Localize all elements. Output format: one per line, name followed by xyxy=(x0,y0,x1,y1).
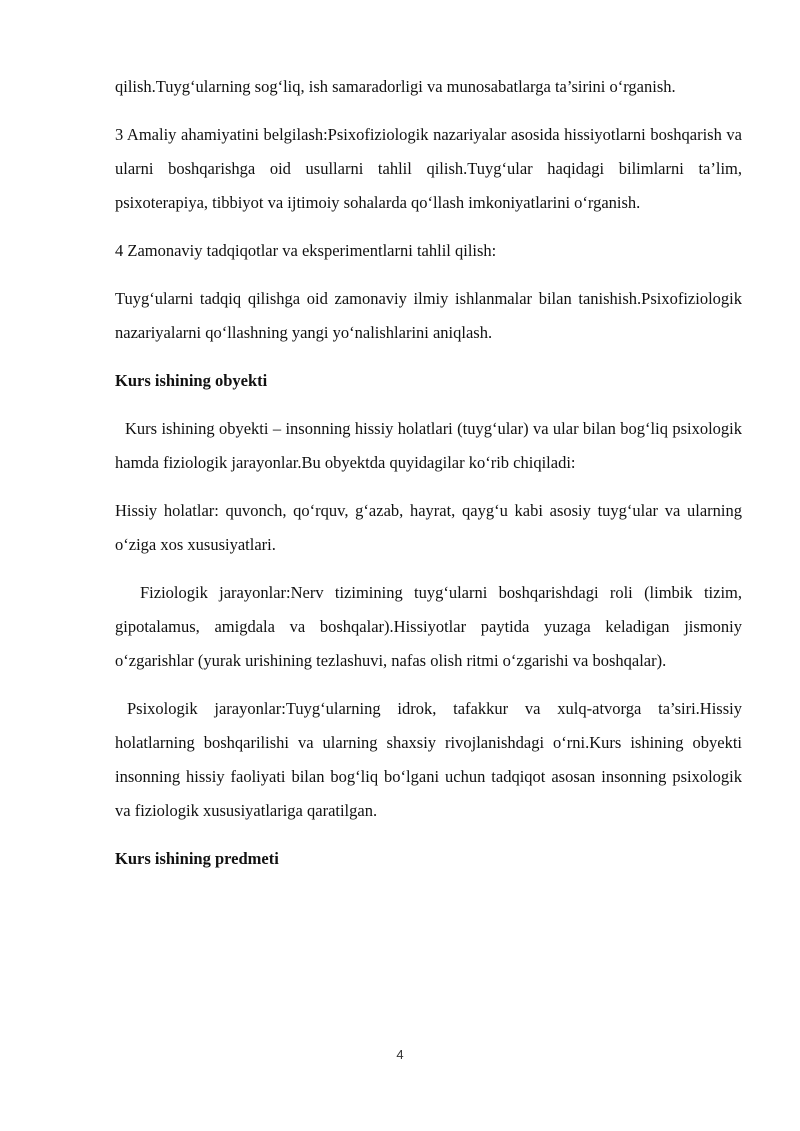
paragraph-psychological-processes: Psixologik jarayonlar:Tuyg‘ularning idrok, tafakkur va xulq-atvorga ta’siri.Hissiy holatlarning boshqarilishi va ularning shaxsiy rivojlanishdagi o‘rni.Kurs ishining obyekti insonning hissiy faoliyati bilan bog‘liq bo‘lgani uchun tadqiqot asosan insonning psixologik va fiziologik xususiyatlariga qaratilgan. xyxy=(115,699,742,820)
paragraph-modern-research: Tuyg‘ularni tadqiq qilishga oid zamonaviy ilmiy ishlanmalar bilan tanishish.Psixofiziologik nazariyalarni qo‘llashning yangi yo‘nalishlarini aniqlash. xyxy=(115,289,742,342)
paragraph-modern-research-title: 4 Zamonaviy tadqiqotlar va eksperimentlarni tahlil qilish: xyxy=(115,241,497,260)
page-content xyxy=(115,70,742,890)
paragraph-physiological-processes: Fiziologik jarayonlar:Nerv tizimining tuyg‘ularni boshqarishdagi roli (limbik tizim, gipotalamus, amigdala va boshqalar).Hissiyotlar paytida yuzaga keladigan jismoniy o‘zgarishlar (yurak urishining tezlashuvi, nafas olish ritmi o‘zgarishi va boshqalar). xyxy=(115,583,742,670)
paragraph-emotional-states: Hissiy holatlar: quvonch, qo‘rquv, g‘azab, hayrat, qayg‘u kabi asosiy tuyg‘ular va ularning o‘ziga xos xususiyatlari. xyxy=(115,501,742,554)
heading-course-object: Kurs ishining obyekti xyxy=(115,371,268,390)
paragraph-goal-continuation: qilish.Tuyg‘ularning sog‘liq, ish samaradorligi va munosabatlarga ta’sirini o‘rganish. xyxy=(115,77,676,96)
paragraph-course-object: Kurs ishining obyekti – insonning hissiy holatlari (tuyg‘ular) va ular bilan bog‘liq psixologik hamda fiziologik jarayonlar.Bu obyektda quyidagilar ko‘rib chiqiladi: xyxy=(115,419,742,472)
heading-course-subject: Kurs ishining predmeti xyxy=(115,849,279,868)
paragraph-practical-significance: 3 Amaliy ahamiyatini belgilash:Psixofiziologik nazariyalar asosida hissiyotlarni boshqarish va ularni boshqarishga oid usullarni tahlil qilish.Tuyg‘ular haqidagi bilimlarni ta’lim, psixoterapiya, tibbiyot va ijtimoiy sohalarda qo‘llash imkoniyatlarini o‘rganish. xyxy=(115,125,742,212)
page-number: 4 xyxy=(396,1047,404,1062)
